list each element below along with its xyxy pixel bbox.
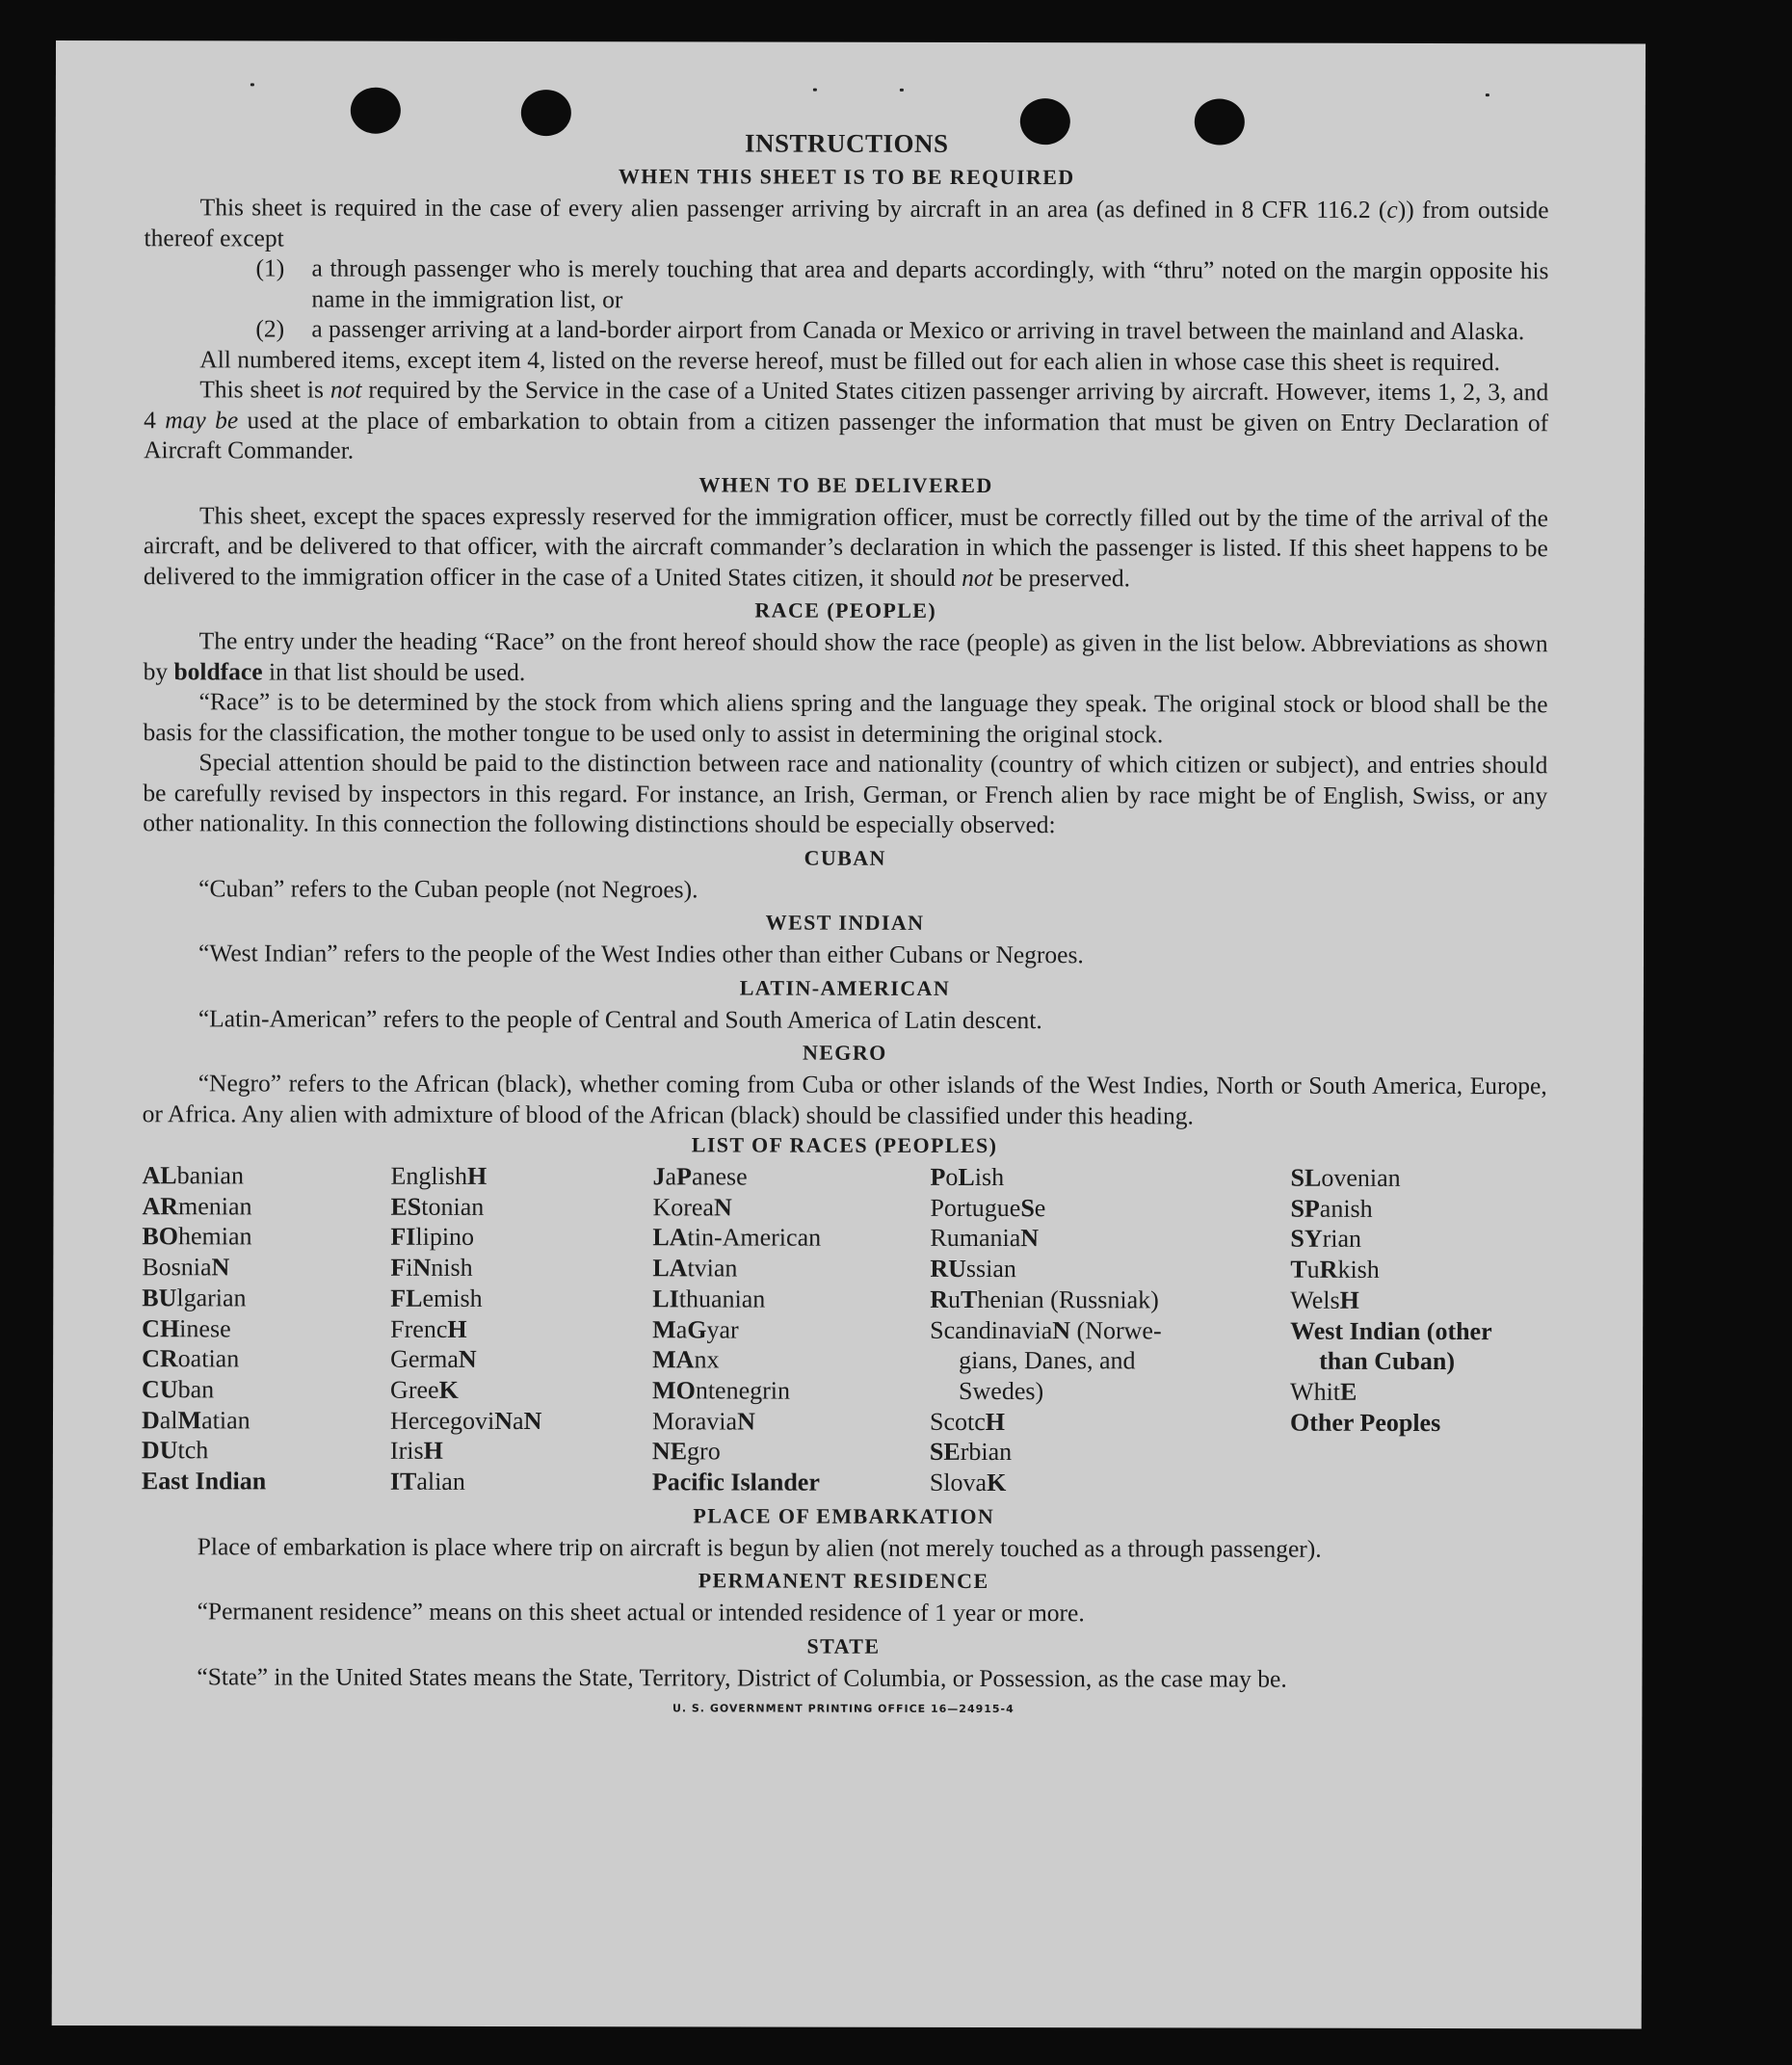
- paragraph-permanent-residence: “Permanent residence” means on this sheet actual or intended residence of 1 year or more.: [197, 1597, 1085, 1628]
- race-entry-text: rian: [1322, 1225, 1362, 1254]
- race-entry: [652, 1467, 930, 1497]
- race-entry-text: anese: [691, 1162, 748, 1191]
- race-entry-text: lgarian: [176, 1284, 247, 1312]
- race-entry-text: N: [523, 1406, 542, 1435]
- speck: [250, 83, 254, 86]
- race-entry-text: menian: [177, 1191, 252, 1221]
- race-entry-text: N: [1020, 1224, 1040, 1253]
- race-entry: [652, 1284, 930, 1314]
- race-entry-text: E: [1340, 1377, 1357, 1406]
- race-entry-text: N: [412, 1253, 432, 1282]
- race-entry-text: R: [930, 1284, 949, 1313]
- printer-imprint: U. S. GOVERNMENT PRINTING OFFICE 16—24915-4: [672, 1702, 1015, 1716]
- race-entry-text: H: [466, 1161, 488, 1190]
- race-entry: [390, 1253, 652, 1284]
- paragraph-embarkation: Place of embarkation is place where trip on aircraft is begun by alien (not merely touched as a through passenger).: [197, 1532, 1322, 1563]
- race-entry-text: banian: [176, 1161, 245, 1190]
- race-entry-text: SP: [1290, 1194, 1320, 1223]
- race-entry-text: MO: [652, 1376, 696, 1405]
- race-entry: [930, 1223, 1290, 1254]
- race-entry-text: thuanian: [678, 1284, 766, 1313]
- race-entry-text: N: [458, 1345, 477, 1374]
- race-entry: [142, 1436, 390, 1467]
- race-entry-text: Whit: [1290, 1377, 1341, 1406]
- race-entry-text: LI: [652, 1284, 679, 1313]
- heading-embarkation: PLACE OF EMBARKATION: [693, 1503, 995, 1528]
- paragraph-race-nationality: Special attention should be paid to the distinction between race and nationality (country of which citizen or subject), and entries should be carefully revised by inspectors in this regard. For instance, an Irish, German, or French alien by race might be of English, Swiss, or any other nationality. In this connection the following distinctions should be especially observed:: [143, 748, 1548, 839]
- race-entry-text: CH: [142, 1313, 180, 1342]
- race-entry: [930, 1193, 1290, 1224]
- race-entry-text: tch: [177, 1436, 209, 1465]
- race-entry-text: J: [652, 1162, 666, 1191]
- race-entry-text: o: [945, 1162, 959, 1191]
- heading-race: RACE (PEOPLE): [754, 597, 937, 622]
- race-entry-text: ban: [177, 1375, 215, 1404]
- race-entry-text: H: [447, 1314, 467, 1343]
- race-entry-text: G: [687, 1314, 707, 1343]
- race-entry-text: R: [1319, 1255, 1338, 1284]
- race-entry-text: ES: [390, 1192, 422, 1221]
- race-entry: [1290, 1377, 1546, 1408]
- race-entry-text: tin-American: [687, 1223, 822, 1253]
- race-entry-text: RU: [930, 1255, 966, 1284]
- heading-negro: NEGRO: [802, 1040, 887, 1065]
- race-entry: [930, 1162, 1290, 1193]
- race-entry-text: DU: [141, 1436, 178, 1465]
- paragraph-citizen: This sheet is not required by the Service in the case of a United States citizen passenger arriving by aircraft. However, items 1, 2, 3, and 4 may be used at the place of embarkation to obtain from a citizen passenger the information that must be given on Entry Declaration of Aircraft Commander.: [144, 375, 1549, 464]
- exception-item-1: (1) a through passenger who is merely touching that area and departs accordingly, with “thru” noted on the margin opposite his name in the immigration list, or: [255, 253, 1549, 313]
- race-entry-text: N: [494, 1406, 514, 1435]
- heading-when-required: WHEN THIS SHEET IS TO BE REQUIRED: [618, 164, 1075, 190]
- race-entry-text: SE: [929, 1438, 961, 1467]
- race-entry: [142, 1160, 390, 1191]
- race-entry: [142, 1313, 390, 1344]
- race-entry-text: oatian: [177, 1344, 240, 1373]
- race-entry-text: nish: [431, 1253, 473, 1283]
- race-entry-text: T: [961, 1284, 978, 1313]
- race-entry-text: LA: [652, 1223, 688, 1252]
- race-entry: [390, 1436, 652, 1467]
- race-entry-text: Wels: [1290, 1285, 1340, 1314]
- race-entry-text: emish: [422, 1284, 483, 1312]
- race-list: [142, 1160, 1547, 1499]
- race-entry: [1290, 1193, 1546, 1224]
- race-entry-text: NE: [651, 1437, 688, 1466]
- race-entry: [390, 1375, 652, 1406]
- race-entry-text: Rumania: [930, 1224, 1021, 1253]
- speck: [1486, 93, 1489, 96]
- paragraph-race-stock: “Race” is to be determined by the stock from which aliens spring and the language they speak. The original stock or blood shall be the basis for the classification, the mother tongue to be used only to assist in determining the original stock.: [143, 687, 1548, 748]
- race-entry-text: Hercegovi: [389, 1406, 495, 1435]
- race-entry: [930, 1468, 1290, 1498]
- race-entry-text: tvian: [687, 1254, 738, 1283]
- race-entry-text: nx: [694, 1345, 720, 1374]
- race-entry-text: CU: [142, 1375, 178, 1404]
- race-entry: [142, 1283, 390, 1313]
- race-entry-text: a: [675, 1314, 688, 1343]
- race-entry: [652, 1406, 930, 1437]
- race-entry-text: gro: [687, 1437, 721, 1466]
- race-entry-text: K: [438, 1375, 459, 1404]
- race-entry: [142, 1405, 390, 1436]
- race-entry: [652, 1161, 930, 1192]
- race-column-4: [930, 1162, 1291, 1499]
- exception-item-2: (2) a passenger arriving at a land-border airport from Canada or Mexico or arriving in travel between the mainland and Alaska.: [255, 314, 1525, 346]
- race-entry-text: e: [1034, 1193, 1046, 1222]
- race-entry-text: AL: [142, 1161, 177, 1190]
- race-entry-text: N: [211, 1253, 230, 1282]
- race-entry-text: Swedes): [959, 1376, 1044, 1406]
- race-entry-text: N: [737, 1407, 755, 1436]
- race-entry-text: i: [406, 1253, 413, 1282]
- race-entry-text: Germa: [390, 1344, 459, 1374]
- race-entry-text: P: [676, 1162, 693, 1191]
- race-entry-text: al: [159, 1405, 178, 1434]
- race-entry-text: Bosnia: [142, 1253, 212, 1282]
- paragraph-race-entry: The entry under the heading “Race” on the front hereof should show the race (people) as given in the list below. Abbreviations as shown by boldface in that list should be used.: [143, 626, 1548, 686]
- race-column-3: [652, 1161, 931, 1497]
- race-entry-text: ovenian: [1321, 1163, 1401, 1192]
- race-entry-text: anish: [1319, 1194, 1373, 1223]
- race-entry-text: H: [423, 1437, 443, 1466]
- race-entry-text: MA: [652, 1345, 695, 1374]
- race-entry-text: English: [390, 1161, 468, 1190]
- race-entry: [930, 1345, 1290, 1376]
- race-entry-text: N: [713, 1193, 732, 1222]
- form-sheet: [52, 40, 1646, 2028]
- race-entry-text: Other Peoples: [1289, 1408, 1441, 1437]
- race-entry-text: M: [177, 1405, 202, 1434]
- race-entry: [390, 1284, 652, 1314]
- race-entry: [930, 1407, 1290, 1438]
- race-entry-text: henian (Russniak): [977, 1284, 1159, 1314]
- race-entry: [142, 1191, 390, 1222]
- race-entry: [142, 1343, 390, 1374]
- race-entry-text: Iris: [389, 1437, 424, 1466]
- race-entry-text: a: [513, 1406, 524, 1435]
- race-entry: [930, 1284, 1290, 1315]
- race-entry-text: P: [930, 1162, 946, 1191]
- page-title: INSTRUCTIONS: [744, 128, 949, 158]
- heading-list-of-races: LIST OF RACES (PEOPLES): [691, 1132, 998, 1158]
- race-entry-text: lipino: [415, 1223, 475, 1252]
- race-entry-text: Korea: [652, 1193, 715, 1222]
- heading-latin-american: LATIN-AMERICAN: [739, 974, 951, 1000]
- race-entry-text: S: [1020, 1193, 1035, 1222]
- race-entry-text: alian: [416, 1467, 465, 1496]
- race-entry-text: FI: [390, 1223, 416, 1252]
- race-entry-text: Frenc: [390, 1314, 448, 1343]
- race-entry: [390, 1191, 652, 1222]
- race-entry-text: ish: [974, 1163, 1005, 1192]
- heading-permanent-residence: PERMANENT RESIDENCE: [698, 1568, 989, 1594]
- race-entry-text: Slova: [929, 1468, 988, 1497]
- race-entry-text: (Norwe-: [1070, 1315, 1162, 1344]
- race-entry-text: SL: [1290, 1163, 1322, 1192]
- race-entry-text: a: [665, 1162, 677, 1191]
- race-entry-text: T: [1290, 1255, 1307, 1284]
- paragraph-west-indian: “West Indian” refers to the people of the West Indies other than either Cubans or Negroes.: [198, 939, 1084, 969]
- race-entry-text: hemian: [177, 1222, 252, 1251]
- race-entry-text: gians, Danes, and: [959, 1346, 1136, 1375]
- race-entry: [930, 1376, 1290, 1407]
- paragraph-numbered-items: All numbered items, except item 4, listed on the reverse hereof, must be filled out for each alien in whose case this sheet is required.: [199, 344, 1501, 376]
- paragraph-cuban: “Cuban” refers to the Cuban people (not Negroes).: [198, 873, 698, 903]
- race-entry-text: FL: [390, 1284, 423, 1312]
- race-entry: [1290, 1163, 1546, 1194]
- punch-hole: [351, 88, 401, 134]
- race-entry-text: AR: [142, 1191, 179, 1220]
- race-entry-text: H: [1339, 1285, 1359, 1314]
- race-entry: [1290, 1346, 1546, 1377]
- race-entry-text: LA: [652, 1254, 688, 1283]
- race-entry: [390, 1313, 652, 1344]
- race-entry: [1290, 1255, 1546, 1285]
- race-entry-text: BO: [142, 1222, 179, 1251]
- race-entry: [142, 1466, 390, 1496]
- race-entry: [930, 1314, 1290, 1345]
- race-entry-text: K: [987, 1469, 1007, 1497]
- race-entry-text: East Indian: [141, 1467, 267, 1496]
- race-entry-text: BU: [142, 1284, 177, 1312]
- race-entry-text: SY: [1290, 1225, 1323, 1254]
- race-entry-text: CR: [142, 1344, 178, 1373]
- race-entry-text: L: [958, 1162, 975, 1192]
- race-entry: [652, 1192, 930, 1223]
- race-entry: [652, 1375, 930, 1406]
- speck: [813, 89, 817, 92]
- race-entry: [1290, 1224, 1546, 1255]
- race-entry-text: Scotc: [929, 1407, 986, 1436]
- race-entry-text: kish: [1337, 1255, 1380, 1284]
- paragraph-state: “State” in the United States means the State, Territory, District of Columbia, or Possession, as the case may be.: [197, 1662, 1287, 1693]
- race-entry: [652, 1437, 930, 1468]
- heading-when-delivered: WHEN TO BE DELIVERED: [698, 471, 993, 497]
- race-entry-text: yar: [706, 1314, 739, 1344]
- speck: [900, 89, 904, 92]
- race-column-2: [390, 1161, 653, 1497]
- race-entry-text: D: [141, 1405, 160, 1434]
- race-entry-text: West Indian (other: [1290, 1316, 1492, 1345]
- race-entry: [1290, 1284, 1546, 1315]
- race-entry-text: tonian: [421, 1192, 485, 1221]
- race-entry-text: N: [1052, 1315, 1071, 1344]
- race-entry-text: H: [985, 1407, 1006, 1436]
- race-entry: [142, 1374, 390, 1405]
- race-entry: [1290, 1315, 1546, 1346]
- race-entry-text: M: [652, 1314, 676, 1343]
- race-entry: [652, 1253, 930, 1284]
- race-entry-text: Portugue: [930, 1193, 1021, 1222]
- race-entry-text: u: [948, 1284, 962, 1313]
- race-entry: [930, 1254, 1290, 1284]
- race-entry-text: Moravia: [651, 1406, 738, 1436]
- race-entry-text: atian: [201, 1405, 250, 1435]
- race-entry: [390, 1467, 652, 1497]
- race-entry-text: rbian: [960, 1438, 1013, 1467]
- race-entry-text: IT: [389, 1467, 417, 1496]
- race-entry: [1290, 1407, 1546, 1438]
- instructions-content: [141, 127, 1548, 1716]
- race-entry-text: ntenegrin: [695, 1376, 791, 1405]
- heading-cuban: CUBAN: [804, 845, 886, 870]
- race-entry: [652, 1314, 930, 1345]
- race-entry: [390, 1222, 652, 1253]
- race-entry: [930, 1437, 1290, 1468]
- race-entry: [652, 1345, 930, 1376]
- paragraph-delivered: This sheet, except the spaces expressly reserved for the immigration officer, must be correctly filled out by the time of the arrival of the aircraft, and be delivered to that officer, with the aircraft commander’s declaration in which the passenger is listed. If this sheet happens to be delivered to the immigration officer in the case of a United States citizen, it should not be preserved.: [143, 500, 1548, 592]
- race-entry: [142, 1222, 390, 1253]
- heading-west-indian: WEST INDIAN: [765, 910, 925, 935]
- race-column-1: [142, 1160, 391, 1496]
- race-entry: [142, 1252, 390, 1283]
- paragraph-required: This sheet is required in the case of every alien passenger arriving by aircraft in an area (as defined in 8 CFR 116.2 (c)) from outside thereof except: [144, 193, 1549, 252]
- race-entry-text: F: [390, 1253, 407, 1282]
- race-entry-text: ssian: [965, 1255, 1016, 1284]
- heading-state: STATE: [806, 1633, 881, 1658]
- race-entry-text: inese: [179, 1313, 231, 1342]
- race-entry-text: Gree: [390, 1375, 439, 1404]
- race-entry: [390, 1405, 652, 1436]
- paragraph-negro: “Negro” refers to the African (black), whether coming from Cuba or other islands of the West Indies, North or South America, Europe, or Africa. Any alien with admixture of blood of the African (black) should be classified under this heading.: [142, 1069, 1547, 1129]
- race-entry-text: u: [1306, 1255, 1320, 1284]
- race-entry-text: Pacific Islander: [651, 1468, 820, 1496]
- race-entry: [390, 1344, 652, 1375]
- race-entry: [390, 1161, 652, 1192]
- race-entry-text: Scandinavia: [930, 1315, 1053, 1344]
- race-entry: [652, 1223, 930, 1254]
- paragraph-latin-american: “Latin-American” refers to the people of Central and South America of Latin descent.: [198, 1003, 1042, 1034]
- race-column-5: [1290, 1163, 1547, 1499]
- race-entry-text: than Cuban): [1319, 1346, 1456, 1376]
